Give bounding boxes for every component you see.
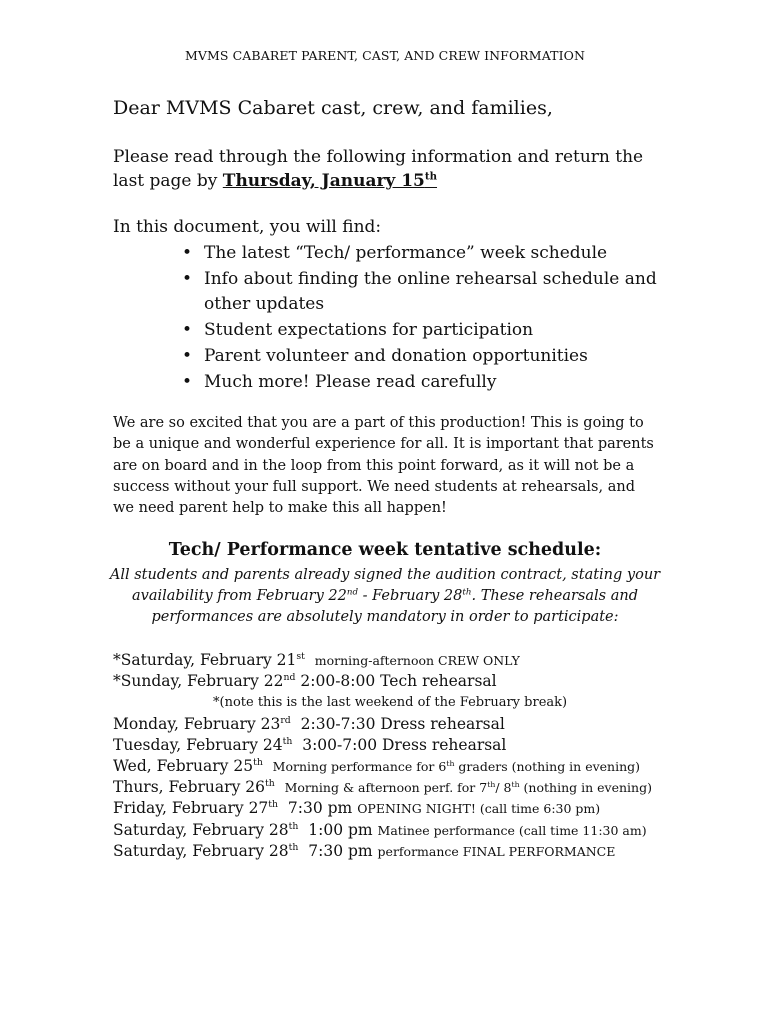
schedule-title: Tech/ Performance week tentative schedule: (168, 540, 602, 560)
schedule-row: Tuesday, February 24th 3:00-7:00 Dress rehearsal (113, 735, 507, 754)
schedule-row: Saturday, February 28th 1:00 pm Matinee performance (call time 11:30 am) (113, 820, 647, 839)
schedule-row: Monday, February 23rd 2:30-7:30 Dress rehearsal (113, 714, 505, 733)
schedule-list (113, 650, 713, 862)
schedule-row: *Saturday, February 21st morning-afternoon CREW ONLY (113, 650, 520, 669)
schedule-row: Wed, February 25th Morning performance for 6th graders (nothing in evening) (113, 756, 641, 775)
contents-list (180, 241, 670, 396)
list-item: • Student expectations for participation (180, 318, 670, 343)
list-item: • Parent volunteer and donation opportunities (180, 344, 670, 369)
schedule-row: Friday, February 27th 7:30 pm OPENING NIGHT! (call time 6:30 pm) (113, 799, 601, 818)
schedule-row: Thurs, February 26th Morning & afternoon perf. for 7th/ 8th (nothing in evening) (113, 778, 652, 797)
schedule-subtitle: All students and parents already signed the audition contract, stating your availability from February 22nd - February 28th. These rehearsals and performances are absolutely mandatory in order to participate: (109, 567, 661, 625)
intro-text: Please read through the following information and return the last page by (113, 147, 644, 191)
list-item: • The latest “Tech/ performance” week schedule (180, 241, 670, 266)
intro-paragraph (113, 145, 673, 193)
deadline: Thursday, January 15th (222, 170, 438, 191)
document-header: MVMS CABARET PARENT, CAST, AND CREW INFORMATION (184, 48, 586, 63)
list-item: • Much more! Please read carefully (180, 370, 670, 395)
list-item: • Info about finding the online rehearsal schedule and other updates (180, 267, 670, 316)
schedule-row: Saturday, February 28th 7:30 pm performance FINAL PERFORMANCE (113, 841, 616, 860)
find-heading: In this document, you will find: (113, 217, 382, 237)
schedule-row: *Sunday, February 22nd 2:00-8:00 Tech rehearsal (113, 672, 497, 691)
welcome-paragraph: We are so excited that you are a part of this production! This is going to be a unique and wonderful experience for all. It is important that parents are on board and in the loop from this point forward, as it will not be a success without your full support. We need students at rehearsals, and we need parent help to make this all happen! (113, 415, 654, 517)
greeting: Dear MVMS Cabaret cast, crew, and families, (113, 97, 553, 119)
schedule-note: *(note this is the last weekend of the February break) (213, 695, 568, 711)
